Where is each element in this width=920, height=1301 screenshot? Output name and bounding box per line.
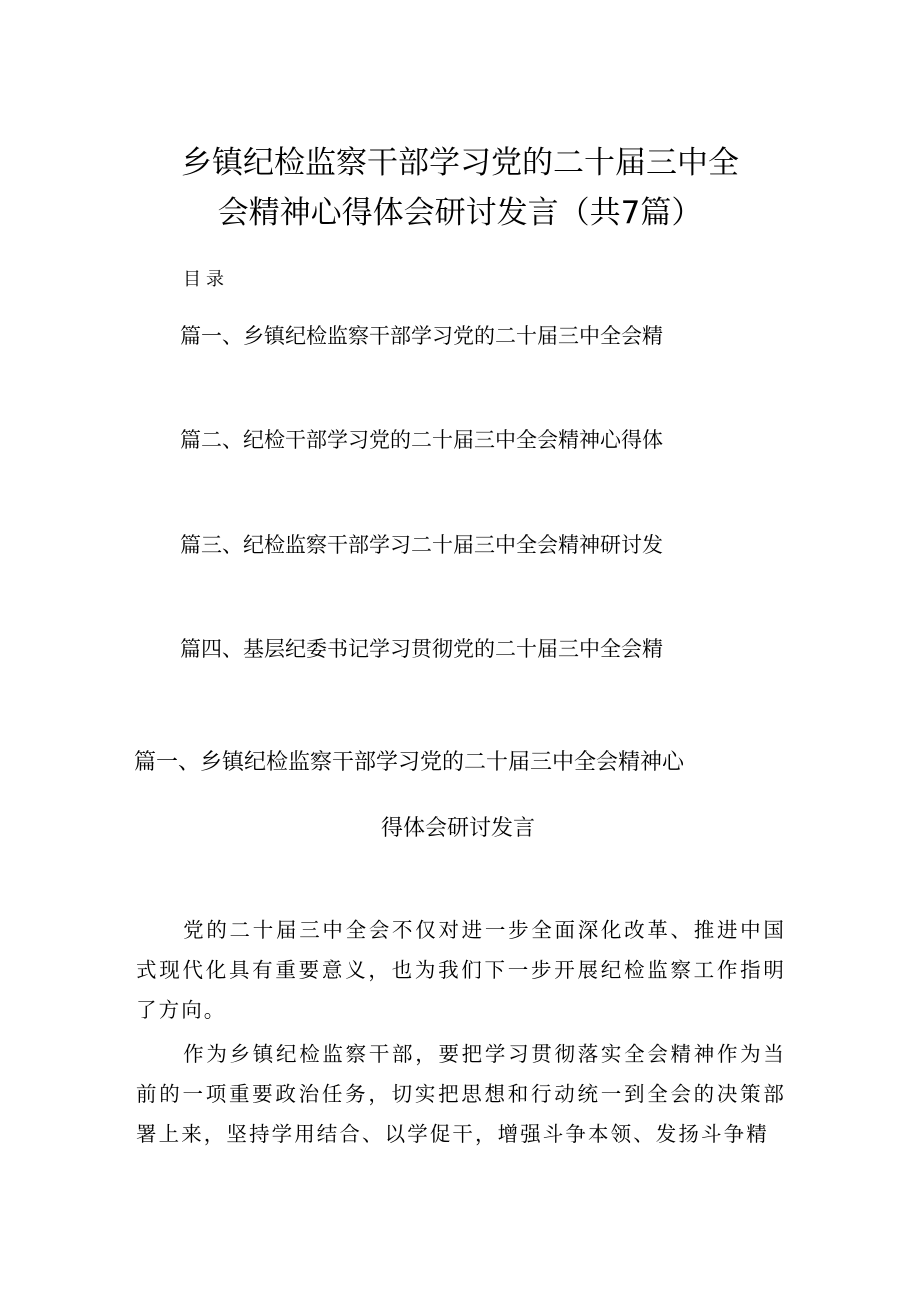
toc-item-1[interactable]: 篇一、乡镇纪检监察干部学习党的二十届三中全会精 <box>180 324 663 348</box>
document-title <box>120 138 800 238</box>
body-paragraph-2: 作为乡镇纪检监察干部，要把学习贯彻落实全会精神作为当前的一项重要政治任务，切实把思想和行动统一到全会的决策部署上来，坚持学用结合、以学促干，增强斗争本领、发扬斗争精 <box>136 1042 786 1146</box>
document-title-line-2: 会精神心得体会研讨发言（共7篇） <box>217 195 703 231</box>
section-heading <box>134 748 774 844</box>
section-heading-line-1: 篇一、乡镇纪检监察干部学习党的二十届三中全会精神心 <box>134 750 685 775</box>
document-title-line-1: 乡镇纪检监察干部学习党的二十届三中全 <box>181 145 739 181</box>
section-heading-line-2: 得体会研讨发言 <box>381 816 536 841</box>
toc-item-3[interactable]: 篇三、纪检监察干部学习二十届三中全会精神研讨发 <box>180 533 663 557</box>
body-paragraph-1: 党的二十届三中全会不仅对进一步全面深化改革、推进中国式现代化具有重要意义，也为我们下一步开展纪检监察工作指明了方向。 <box>136 918 786 1022</box>
toc-item-2[interactable]: 篇二、纪检干部学习党的二十届三中全会精神心得体 <box>180 428 663 452</box>
section-body <box>136 910 786 1158</box>
toc-item-4[interactable]: 篇四、基层纪委书记学习贯彻党的二十届三中全会精 <box>180 637 663 661</box>
toc-label: 目录 <box>183 269 229 290</box>
